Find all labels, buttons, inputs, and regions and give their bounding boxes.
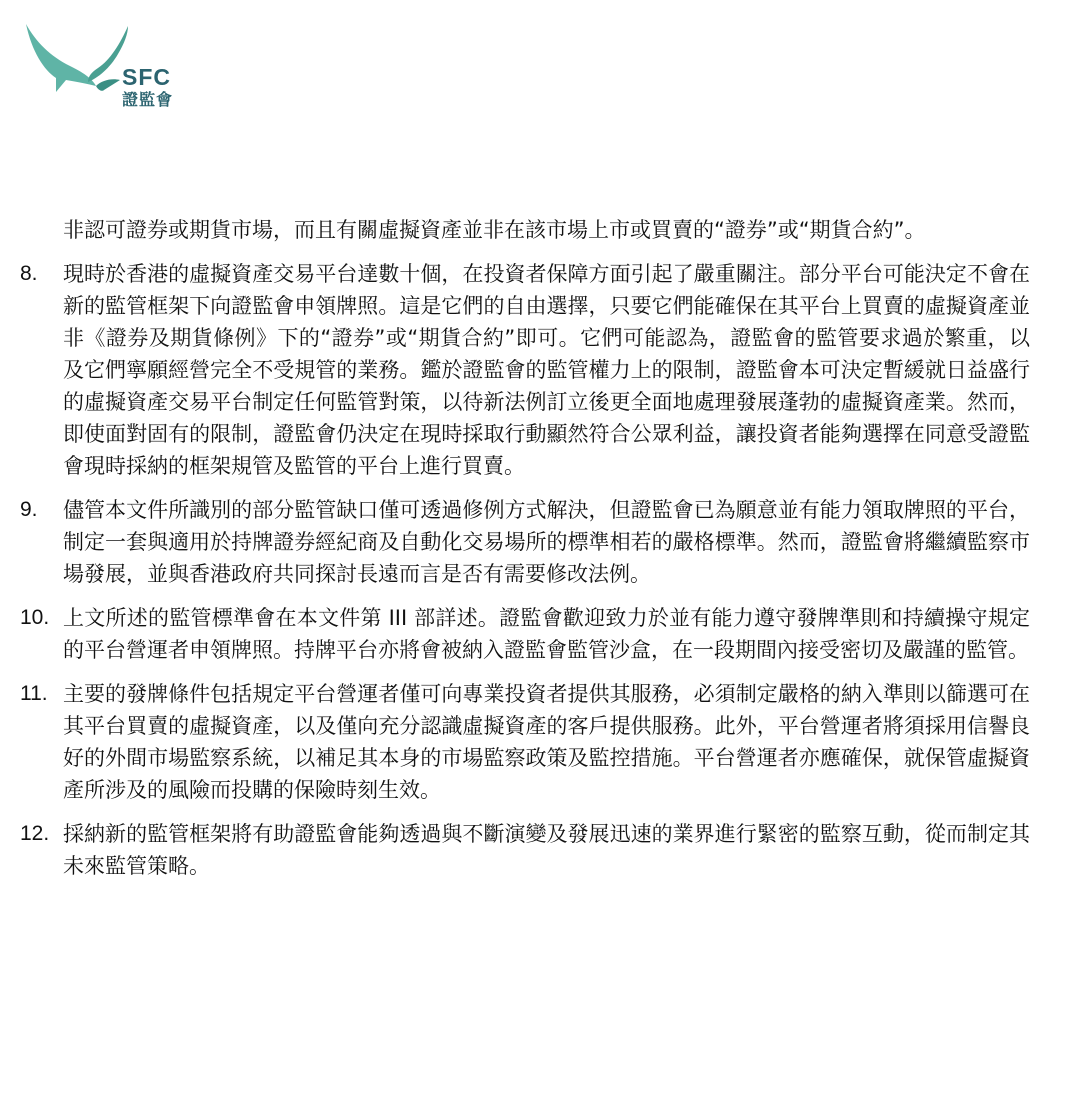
paragraph-number: 10. [20, 606, 50, 629]
logo-chinese-name: 證監會 [122, 90, 174, 109]
sfc-logo [22, 20, 192, 120]
paragraph-text: 儘管本文件所識別的部分監管缺口僅可透過修例方式解決，但證監會已為願意並有能力領取牌照的平台，制定一套與適用於持牌證券經紀商及自動化交易場所的標準相若的嚴格標準。然而，證監會將繼續監察市場發展，並與香港政府共同探討長遠而言是否有需要修改法例。 [63, 498, 1030, 586]
logo-abbreviation: SFC [122, 64, 171, 90]
paragraph-text: 上文所述的監管標準會在本文件第 III 部詳述。證監會歡迎致力於並有能力遵守發牌準則和持續操守規定的平台營運者申領牌照。持牌平台亦將會被納入證監會監管沙盒，在一段期間內接受密切及嚴謹的監管。 [63, 606, 1030, 662]
paragraph-text: 主要的發牌條件包括規定平台營運者僅可向專業投資者提供其服務，必須制定嚴格的納入準則以篩選可在其平台買賣的虛擬資產，以及僅向充分認識虛擬資產的客戶提供服務。此外，平台營運者將須採用信譽良好的外間市場監察系統，以補足其本身的市場監察政策及監控措施。平台營運者亦應確保，就保管虛擬資產所涉及的風險而投購的保險時刻生效。 [63, 682, 1030, 802]
paragraph-number: 8. [20, 262, 38, 285]
document-body [20, 214, 1030, 894]
paragraph-text: 非認可證券或期貨市場，而且有關虛擬資產並非在該市場上市或買賣的“證券”或“期貨合約”。 [63, 218, 926, 242]
paragraph-11 [20, 678, 1030, 806]
paragraph-number: 12. [20, 822, 50, 845]
paragraph-number [20, 214, 63, 246]
paragraph-9 [20, 494, 1030, 590]
paragraph-number: 9. [20, 498, 38, 521]
paragraph-10 [20, 602, 1030, 666]
paragraph-number: 11. [20, 682, 48, 705]
eagle-icon [22, 20, 132, 100]
paragraph-text: 採納新的監管框架將有助證監會能夠透過與不斷演變及發展迅速的業界進行緊密的監察互動，從而制定其未來監管策略。 [63, 822, 1030, 878]
paragraph-8 [20, 258, 1030, 482]
paragraph-continued [20, 214, 1030, 246]
paragraph-12 [20, 818, 1030, 882]
paragraph-text: 現時於香港的虛擬資產交易平台達數十個，在投資者保障方面引起了嚴重關注。部分平台可能決定不會在新的監管框架下向證監會申領牌照。這是它們的自由選擇，只要它們能確保在其平台上買賣的虛擬資產並非《證券及期貨條例》下的“證券”或“期貨合約”即可。它們可能認為，證監會的監管要求過於繁重，以及它們寧願經營完全不受規管的業務。鑑於證監會的監管權力上的限制，證監會本可決定暫緩就日益盛行的虛擬資產交易平台制定任何監管對策，以待新法例訂立後更全面地處理發展蓬勃的虛擬資產業。然而，即使面對固有的限制，證監會仍決定在現時採取行動顯然符合公眾利益，讓投資者能夠選擇在同意受證監會現時採納的框架規管及監管的平台上進行買賣。 [63, 262, 1030, 478]
